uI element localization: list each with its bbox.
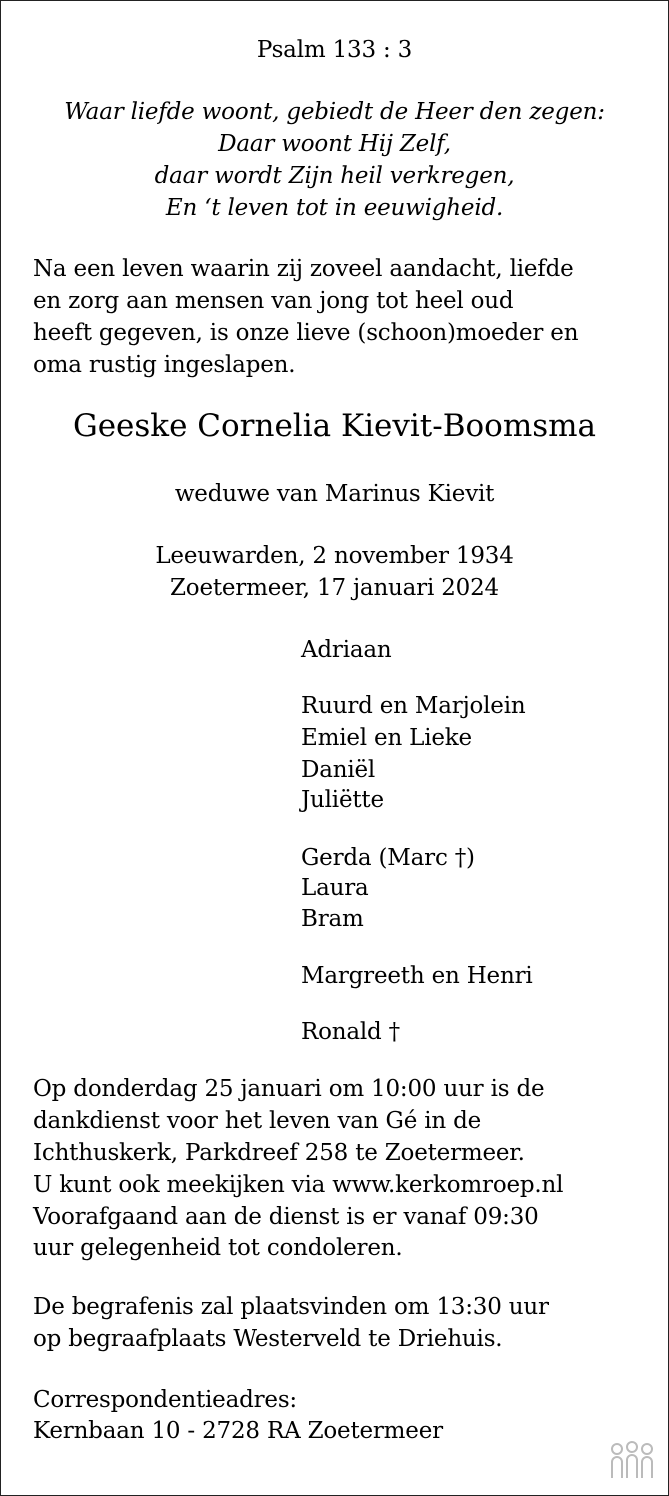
burial-line: De begrafenis zal plaatsvinden om 13:30 uur [33,1294,549,1320]
family-name: Bram [301,906,364,932]
service-line: U kunt ook meekijken via www.kerkomroep.nl [33,1172,564,1198]
intro-line: heeft gegeven, is onze lieve (schoon)moeder en [33,320,579,346]
people-group-icon [608,1440,656,1482]
intro-line: oma rustig ingeslapen. [33,352,296,378]
birth-line: Leeuwarden, 2 november 1934 [155,543,514,569]
death-line: Zoetermeer, 17 januari 2024 [170,575,499,601]
service-line: Voorafgaand aan de dienst is er vanaf 09:30 [33,1204,539,1230]
verse-line: daar wordt Zijn heil verkregen, [154,163,515,189]
family-name: Juliëtte [301,787,384,813]
family-name: Gerda (Marc †) [301,845,475,871]
family-name: Ruurd en Marjolein [301,693,526,719]
verse-line: Daar woont Hij Zelf, [218,131,451,157]
family-name: Emiel en Lieke [301,725,472,751]
family-name: Adriaan [301,637,392,663]
correspondence-address: Kernbaan 10 - 2728 RA Zoetermeer [33,1418,443,1444]
correspondence-label: Correspondentieadres: [33,1387,297,1413]
burial-line: op begraafplaats Westerveld te Driehuis. [33,1326,503,1352]
service-line: Op donderdag 25 januari om 10:00 uur is de [33,1076,545,1102]
family-name: Laura [301,875,369,901]
intro-line: en zorg aan mensen van jong tot heel oud [33,288,514,314]
verse-line: Waar liefde woont, gebiedt de Heer den zegen: [64,99,605,125]
family-name: Margreeth en Henri [301,963,533,989]
service-line: uur gelegenheid tot condoleren. [33,1235,403,1261]
service-line: Ichthuskerk, Parkdreef 258 te Zoetermeer. [33,1140,525,1166]
psalm-reference: Psalm 133 : 3 [256,37,413,63]
deceased-relation: weduwe van Marinus Kievit [174,481,495,507]
family-name: Ronald † [301,1019,400,1045]
deceased-name: Geeske Cornelia Kievit-Boomsma [72,408,597,444]
service-line: dankdienst voor het leven van Gé in de [33,1108,482,1134]
family-name: Daniël [301,757,376,783]
intro-line: Na een leven waarin zij zoveel aandacht, liefde [33,256,574,282]
verse-line: En ‘t leven tot in eeuwigheid. [165,195,504,221]
